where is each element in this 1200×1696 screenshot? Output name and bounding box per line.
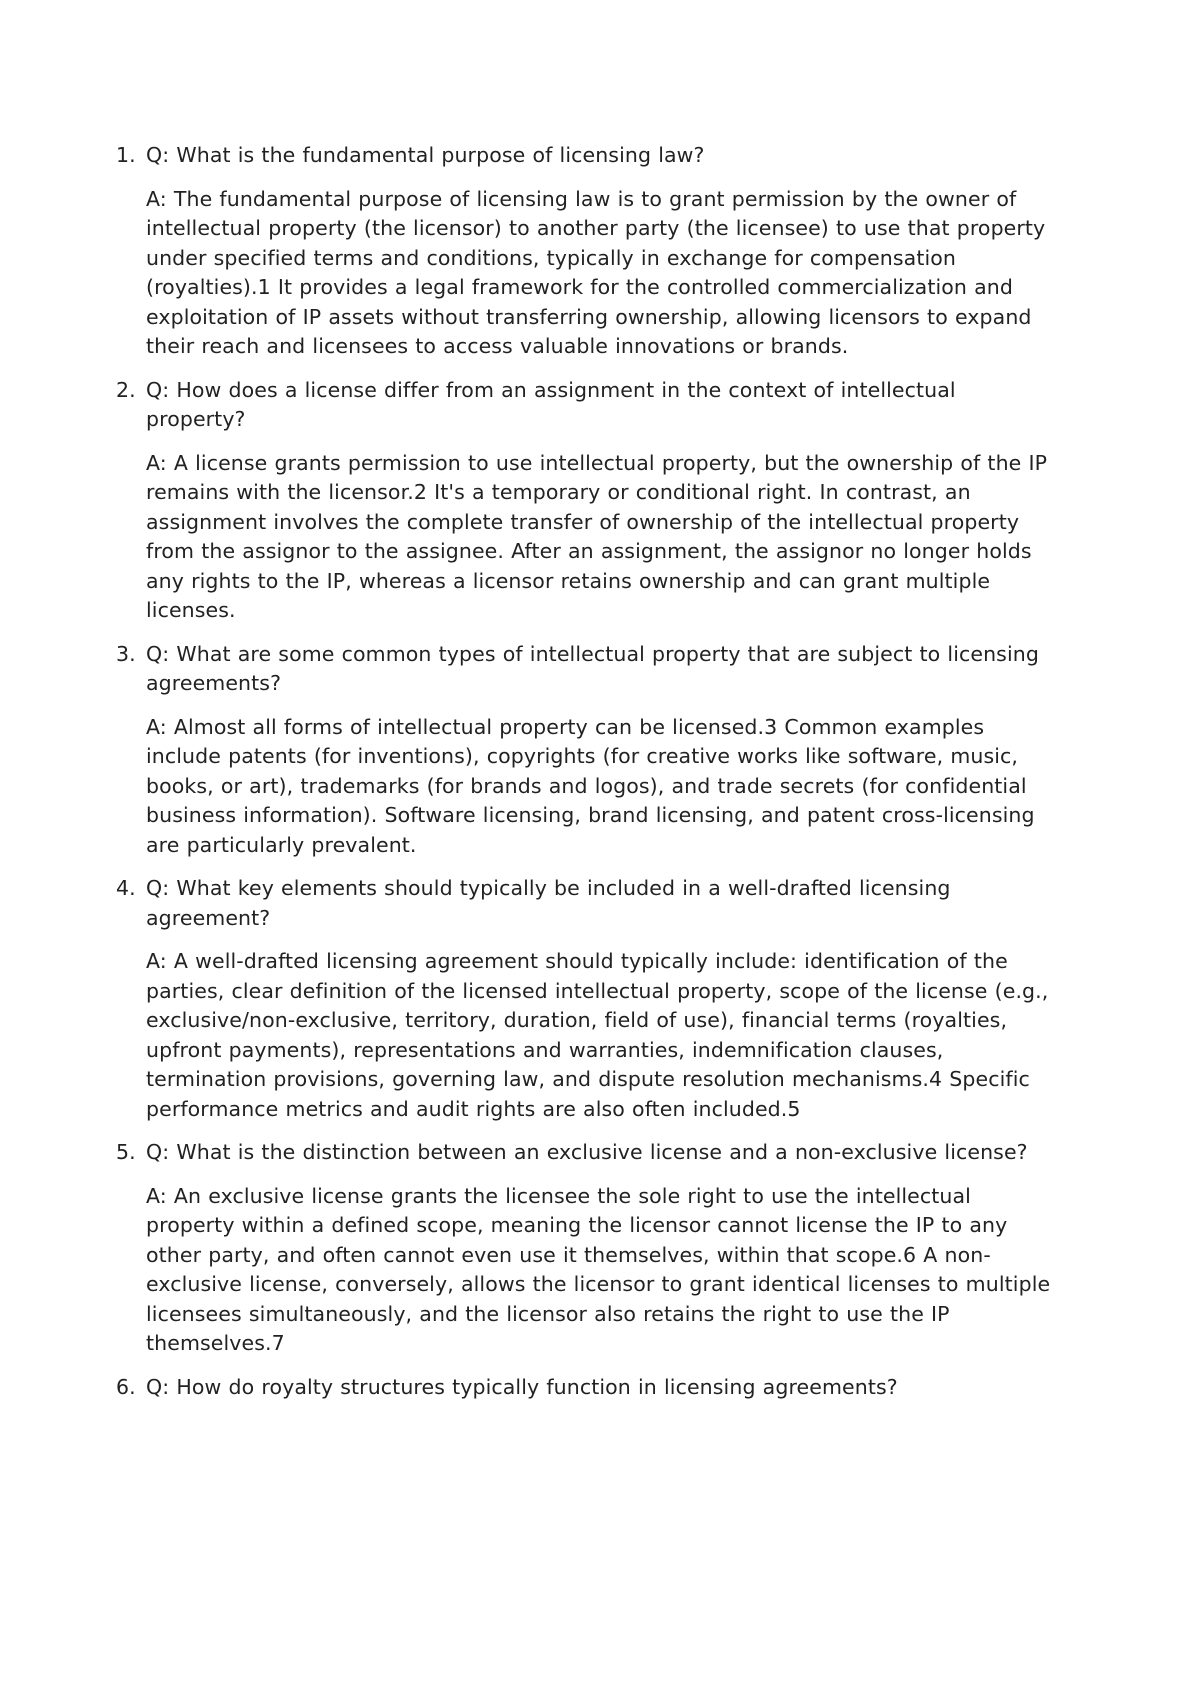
list-item — [116, 376, 1056, 626]
item-number: 3. — [116, 641, 136, 666]
answer-text: A: A well-drafted licensing agreement should typically include: identification of the parties, clear definition of the licensed intellectual property, scope of the license (e.g., exclusive/non-exclusive, territory, duration, field of use), financial terms (royalties, upfront payments), representations and warranties, indemnification clauses, termination provisions, governing law, and dispute resolution mechanisms.4 Specific performance metrics and audit rights are also often included.5 — [146, 949, 1049, 1121]
list-item — [116, 141, 1056, 362]
question-text: Q: What key elements should typically be included in a well-drafted licensing agreement? — [146, 876, 951, 930]
question-text: Q: What are some common types of intellectual property that are subject to licensing agreements? — [146, 641, 1039, 695]
answer-text: A: Almost all forms of intellectual property can be licensed.3 Common examples include patents (for inventions), copyrights (for creative works like software, music, books, or art), trademarks (for brands and logos), and trade secrets (for confidential business information). Software licensing, brand licensing, and patent cross-licensing are particularly prevalent. — [146, 714, 1035, 857]
answer-text: A: An exclusive license grants the licensee the sole right to use the intellectual property within a defined scope, meaning the licensor cannot license the IP to any other party, and often cannot even use it themselves, within that scope.6 A non-exclusive license, conversely, allows the licensor to grant identical licenses to multiple licensees simultaneously, and the licensor also retains the right to use the IP themselves.7 — [146, 1183, 1051, 1355]
question-text: Q: What is the distinction between an exclusive license and a non-exclusive license? — [146, 1140, 1028, 1164]
item-number: 1. — [116, 143, 136, 167]
item-number: 2. — [116, 377, 136, 402]
item-number: 5. — [116, 1140, 136, 1164]
item-number: 6. — [116, 1374, 136, 1399]
list-item — [116, 1138, 1056, 1359]
question-text: Q: What is the fundamental purpose of licensing law? — [146, 143, 705, 167]
answer-text: A: The fundamental purpose of licensing law is to grant permission by the owner of intellectual property (the licensor) to another party (the licensee) to use that property under specified terms and conditions, typically in exchange for compensation (royalties).1 It provides a legal framework for the controlled commercialization and exploitation of IP assets without transferring ownership, allowing licensors to expand their reach and licensees to access valuable innovations or brands. — [146, 186, 1046, 358]
question-text: Q: How does a license differ from an assignment in the context of intellectual property? — [146, 377, 956, 431]
question-text: Q: How do royalty structures typically function in licensing agreements? — [146, 1374, 898, 1399]
list-item — [116, 874, 1056, 1124]
item-number: 4. — [116, 876, 136, 900]
answer-text: A: A license grants permission to use intellectual property, but the ownership of the IP remains with the licensor.2 It's a temporary or conditional right. In contrast, an assignment involves the complete transfer of ownership of the intellectual property from the assignor to the assignee. After an assignment, the assignor no longer holds any rights to the IP, whereas a licensor retains ownership and can grant multiple licenses. — [146, 450, 1048, 622]
list-item — [116, 1373, 1056, 1403]
qa-list — [116, 141, 1056, 1416]
list-item — [116, 640, 1056, 861]
